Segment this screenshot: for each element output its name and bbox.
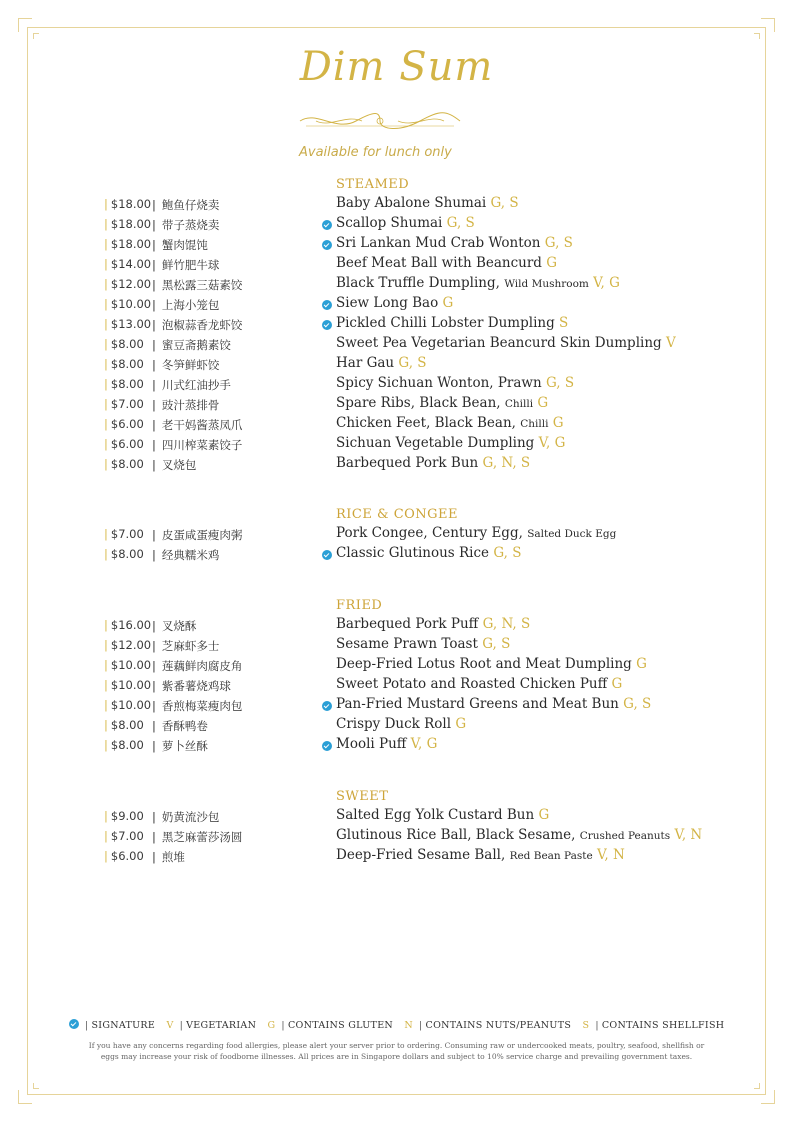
signature-icon [322,220,332,230]
item-dietary-codes: G, S [398,355,427,371]
menu-item [0,275,793,295]
menu-item [0,315,793,335]
item-price: | $12.00 [104,277,152,291]
menu-item [0,215,793,235]
menu-item [0,255,793,275]
item-dietary-codes: G, N, S [482,616,531,632]
item-note: Salted Duck Egg [527,528,617,540]
menu-item [0,355,793,375]
corner-ornament [18,1090,32,1104]
item-note: Chilli [504,398,534,410]
menu-item [0,847,793,867]
item-dietary-codes: G [636,656,647,672]
menu-item [0,335,793,355]
signature-icon [322,300,332,310]
item-name-english: Chicken Feet, Black Bean, Chilli G [336,415,564,431]
menu-item [0,696,793,716]
section-title: SWEET [336,789,389,804]
item-name-english: Glutinous Rice Ball, Black Sesame, Crushed Peanuts V, N [336,827,703,843]
signature-icon [69,1019,79,1029]
corner-ornament [754,1083,760,1089]
item-name-english: Spicy Sichuan Wonton, Prawn G, S [336,375,575,391]
signature-icon [322,320,332,330]
item-price: | $7.00 [104,397,144,411]
item-name-chinese: | 带子蒸烧卖 [152,218,220,232]
item-price: | $10.00 [104,698,152,712]
item-price: | $8.00 [104,718,144,732]
item-name-chinese: | 黑松露三菇素饺 [152,278,243,292]
item-name-english: Salted Egg Yolk Custard Bun G [336,807,550,823]
item-dietary-codes: V, N [597,847,625,863]
item-note: Wild Mushroom [504,278,589,290]
item-name-chinese: | 老干妈酱蒸凤爪 [152,418,243,432]
legend-vegetarian: VEGETARIAN [186,1020,257,1031]
item-name-english: Siew Long Bao G [336,295,454,311]
item-dietary-codes: G, S [482,636,511,652]
menu-item [0,616,793,636]
item-dietary-codes: V, G [410,736,438,752]
menu-item [0,435,793,455]
item-dietary-codes: G [546,255,558,271]
item-name-english: Sri Lankan Mud Crab Wonton G, S [336,235,573,251]
item-price: | $8.00 [104,457,144,471]
availability-note: Available for lunch only [299,145,452,160]
item-name-english: Pan-Fried Mustard Greens and Meat Bun G, S [336,696,652,712]
item-dietary-codes: G, S [446,215,475,231]
item-name-chinese: | 皮蛋咸蛋瘦肉粥 [152,528,243,542]
menu-item [0,375,793,395]
item-name-english: Crispy Duck Roll G [336,716,467,732]
item-name-english: Beef Meat Ball with Beancurd G [336,255,558,271]
item-name-chinese: | 经典糯米鸡 [152,548,220,562]
item-price: | $7.00 [104,829,144,843]
corner-ornament [761,18,775,32]
item-dietary-codes: V, G [593,275,620,291]
item-dietary-codes: G, S [544,235,573,251]
item-name-chinese: | 煎堆 [152,850,185,864]
corner-ornament [18,18,32,32]
menu-item [0,525,793,545]
disclaimer: If you have any concerns regarding food allergies, please alert your server prior to ordering. Consuming raw or undercooked meats, poultry, seafood, shellfish or eggs may increase your risk of foodborne illnesses. All prices are in Singapore dollars and subject to 10% service charge and prevailing government taxes. [88,1041,705,1061]
item-name-chinese: | 泡椒蒜香龙虾饺 [152,318,243,332]
item-dietary-codes: G [442,295,454,311]
item-name-english: Sesame Prawn Toast G, S [336,636,511,652]
legend-gluten: CONTAINS GLUTEN [287,1020,394,1031]
item-name-chinese: | 香酥鸭卷 [152,719,208,733]
item-price: | $13.00 [104,317,152,331]
item-name-chinese: | 莲藕鲜肉腐皮角 [152,659,243,673]
menu-item [0,295,793,315]
item-price: | $8.00 [104,377,144,391]
item-name-chinese: | 蜜豆斋鹅素饺 [152,338,231,352]
item-dietary-codes: G, N, S [482,455,531,471]
menu-item [0,736,793,756]
item-price: | $8.00 [104,738,144,752]
item-name-chinese: | 上海小笼包 [152,298,220,312]
page-title: Dim Sum [299,44,494,90]
item-price: | $18.00 [104,197,152,211]
menu-item [0,716,793,736]
item-name-chinese: | 香煎梅菜瘦肉包 [152,699,243,713]
menu-item [0,807,793,827]
signature-icon [322,741,332,751]
item-price: | $8.00 [104,547,144,561]
item-name-english: Classic Glutinous Rice G, S [336,545,522,561]
item-name-english: Mooli Puff V, G [336,736,438,752]
item-name-chinese: | 紫番薯烧鸡球 [152,679,231,693]
item-price: | $10.00 [104,297,152,311]
item-price: | $6.00 [104,849,144,863]
corner-ornament [33,33,39,39]
item-name-chinese: | 鲍鱼仔烧卖 [152,198,220,212]
item-price: | $12.00 [104,638,152,652]
section-title: STEAMED [336,177,410,192]
item-name-chinese: | 四川榨菜素饺子 [152,438,243,452]
item-name-english: Sweet Potato and Roasted Chicken Puff G [336,676,623,692]
item-dietary-codes: V, G [538,435,566,451]
signature-icon [322,240,332,250]
item-price: | $6.00 [104,437,144,451]
corner-ornament [761,1090,775,1104]
item-name-chinese: | 川式红油抄手 [152,378,231,392]
item-name-english: Baby Abalone Shumai G, S [336,195,519,211]
item-price: | $10.00 [104,678,152,692]
item-name-chinese: | 鲜竹肥牛球 [152,258,220,272]
item-price: | $16.00 [104,618,152,632]
item-price: | $9.00 [104,809,144,823]
item-dietary-codes: G, S [493,545,522,561]
section-title: FRIED [336,598,383,613]
item-price: | $18.00 [104,237,152,251]
item-note: Crushed Peanuts [579,830,671,842]
item-name-english: Har Gau G, S [336,355,427,371]
item-name-chinese: | 蟹肉馄饨 [152,238,208,252]
corner-ornament [33,1083,39,1089]
item-dietary-codes: V, N [674,827,703,843]
legend: | SIGNATURE V | VEGETARIAN G | CONTAINS GLUTEN N | CONTAINS NUTS/PEANUTS S | CONTAINS SHELLFISH [0,1019,793,1031]
legend-code-v: V [166,1020,174,1031]
legend-code-g: G [267,1020,276,1031]
item-dietary-codes: G [611,676,623,692]
menu-item [0,676,793,696]
item-name-chinese: | 叉烧包 [152,458,197,472]
menu-item [0,827,793,847]
legend-code-s: S [582,1020,590,1031]
item-dietary-codes: G, S [490,195,519,211]
menu-item [0,235,793,255]
item-price: | $18.00 [104,217,152,231]
item-name-english: Spare Ribs, Black Bean, Chilli G [336,395,549,411]
legend-nuts: CONTAINS NUTS/PEANUTS [425,1020,572,1031]
legend-signature: SIGNATURE [91,1020,156,1031]
item-name-english: Sichuan Vegetable Dumpling V, G [336,435,566,451]
item-name-english: Sweet Pea Vegetarian Beancurd Skin Dumpling V [336,335,676,351]
item-dietary-codes: G, S [545,375,575,391]
item-name-english: Pork Congee, Century Egg, Salted Duck Egg [336,525,617,541]
menu-item [0,455,793,475]
legend-shellfish: CONTAINS SHELLFISH [601,1020,725,1031]
item-price: | $8.00 [104,357,144,371]
menu-item [0,545,793,565]
item-price: | $10.00 [104,658,152,672]
section-title: RICE & CONGEE [336,507,459,522]
item-price: | $7.00 [104,527,144,541]
corner-ornament [754,33,760,39]
item-name-english: Black Truffle Dumpling, Wild Mushroom V, G [336,275,620,291]
item-name-english: Barbequed Pork Bun G, N, S [336,455,531,471]
item-price: | $14.00 [104,257,152,271]
item-name-chinese: | 萝卜丝酥 [152,739,208,753]
item-name-chinese: | 豉汁蒸排骨 [152,398,220,412]
item-dietary-codes: S [559,315,569,331]
item-name-english: Scallop Shumai G, S [336,215,475,231]
item-name-chinese: | 芝麻虾多士 [152,639,220,653]
flourish-ornament [296,108,464,134]
menu-item [0,636,793,656]
item-name-chinese: | 黑芝麻蕾莎汤圆 [152,830,243,844]
item-note: Red Bean Paste [509,850,593,862]
item-note: Chilli [520,418,549,430]
item-price: | $6.00 [104,417,144,431]
signature-icon [322,701,332,711]
legend-code-n: N [404,1020,413,1031]
item-dietary-codes: G [455,716,467,732]
item-name-english: Pickled Chilli Lobster Dumpling S [336,315,569,331]
item-dietary-codes: G [538,807,550,823]
menu-item [0,656,793,676]
signature-icon [322,550,332,560]
item-dietary-codes: G [552,415,564,431]
menu-item [0,195,793,215]
item-dietary-codes: G, S [623,696,652,712]
item-name-chinese: | 叉烧酥 [152,619,197,633]
item-name-english: Barbequed Pork Puff G, N, S [336,616,531,632]
item-dietary-codes: G [537,395,549,411]
item-dietary-codes: V [665,335,676,351]
item-name-chinese: | 冬笋鲜虾饺 [152,358,220,372]
item-price: | $8.00 [104,337,144,351]
menu-item [0,395,793,415]
item-name-english: Deep-Fried Sesame Ball, Red Bean Paste V, N [336,847,625,863]
menu-item [0,415,793,435]
item-name-chinese: | 奶黄流沙包 [152,810,220,824]
item-name-english: Deep-Fried Lotus Root and Meat Dumpling G [336,656,647,672]
